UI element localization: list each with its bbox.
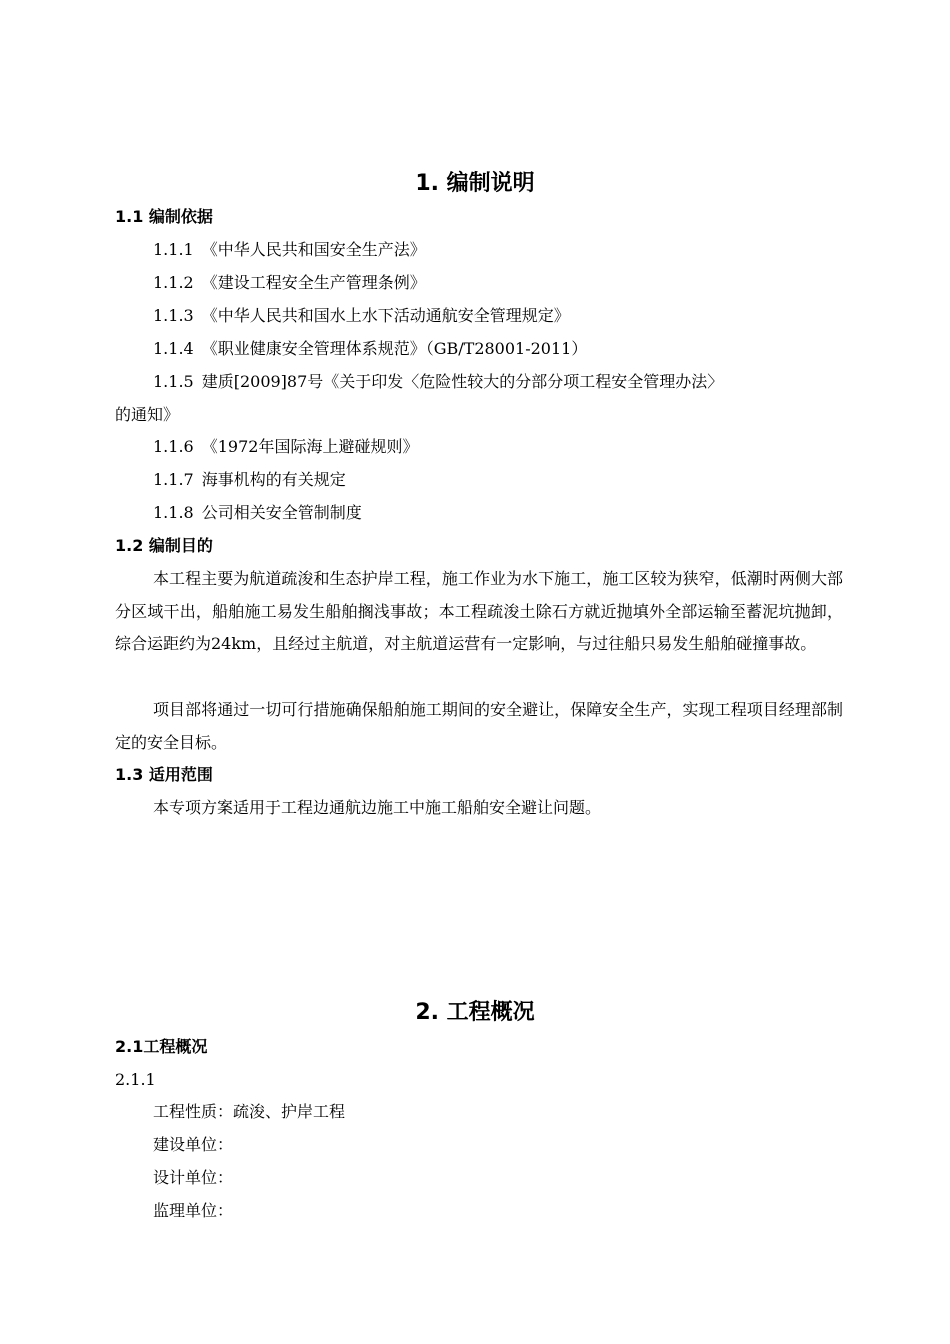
list-item (153, 272, 426, 294)
paragraph: 本工程主要为航道疏浚和生态护岸工程，施工作业为水下施工，施工区较为狭窄，低潮时两侧大部分区域干出，船舶施工易发生船舶搁浅事故；本工程疏浚土除石方就近抛填外全部运输至蓄泥坑抛卸，综合运距约为24km，且经过主航道，对主航道运营有一定影响，与过往船只易发生船舶碰撞事故。 (115, 569, 843, 653)
section-1-title: 1. 编制说明 (415, 171, 535, 196)
item-number: 1.1.1 (153, 240, 194, 259)
item-number: 1.1.6 (153, 437, 194, 456)
item-text: 海事机构的有关规定 (201, 470, 346, 489)
item-text: 公司相关安全管制制度 (201, 503, 362, 522)
subsection-2-1-heading: 2.1工程概况 (115, 1037, 208, 1056)
item-number: 1.1.4 (153, 339, 194, 358)
list-item (153, 436, 418, 458)
item-text: 《1972年国际海上避碰规则》 (201, 437, 419, 456)
item-number: 1.1.8 (153, 503, 194, 522)
list-item (153, 502, 362, 524)
subsection-1-1-heading: 1.1 编制依据 (115, 207, 213, 226)
section-2-title: 2. 工程概况 (415, 1000, 535, 1025)
field-construction-unit: 建设单位： (153, 1135, 234, 1154)
item-text: 《建设工程安全生产管理条例》 (201, 273, 426, 292)
item-number-line: 2.1.1 (115, 1070, 156, 1089)
list-item (153, 371, 723, 393)
list-item (153, 469, 346, 491)
field-supervision-unit: 监理单位： (153, 1201, 234, 1220)
field-design-unit: 设计单位： (153, 1168, 234, 1187)
field-project-nature: 工程性质：疏浚、护岸工程 (153, 1102, 346, 1121)
subsection-1-3-heading: 1.3 适用范围 (115, 765, 213, 784)
paragraph: 本专项方案适用于工程边通航边施工中施工船舶安全避让问题。 (153, 798, 602, 817)
list-item (153, 305, 570, 327)
item-text: 《职业健康安全管理体系规范》（GB/T28001-2011） (201, 339, 588, 358)
item-text: 《中华人民共和国安全生产法》 (201, 240, 426, 259)
list-item (153, 239, 426, 261)
item-number: 1.1.5 (153, 372, 194, 391)
item-continuation: 的通知》 (115, 405, 180, 424)
item-number: 1.1.7 (153, 470, 194, 489)
item-number: 1.1.3 (153, 306, 194, 325)
item-text: 《中华人民共和国水上水下活动通航安全管理规定》 (201, 306, 570, 325)
paragraph: 项目部将通过一切可行措施确保船舶施工期间的安全避让，保障安全生产，实现工程项目经理部制定的安全目标。 (115, 700, 843, 752)
item-number: 1.1.2 (153, 273, 194, 292)
list-item (153, 338, 587, 360)
item-text: 建质[2009]87号《关于印发〈危险性较大的分部分项工程安全管理办法〉 (201, 372, 724, 391)
subsection-1-2-heading: 1.2 编制目的 (115, 536, 213, 555)
